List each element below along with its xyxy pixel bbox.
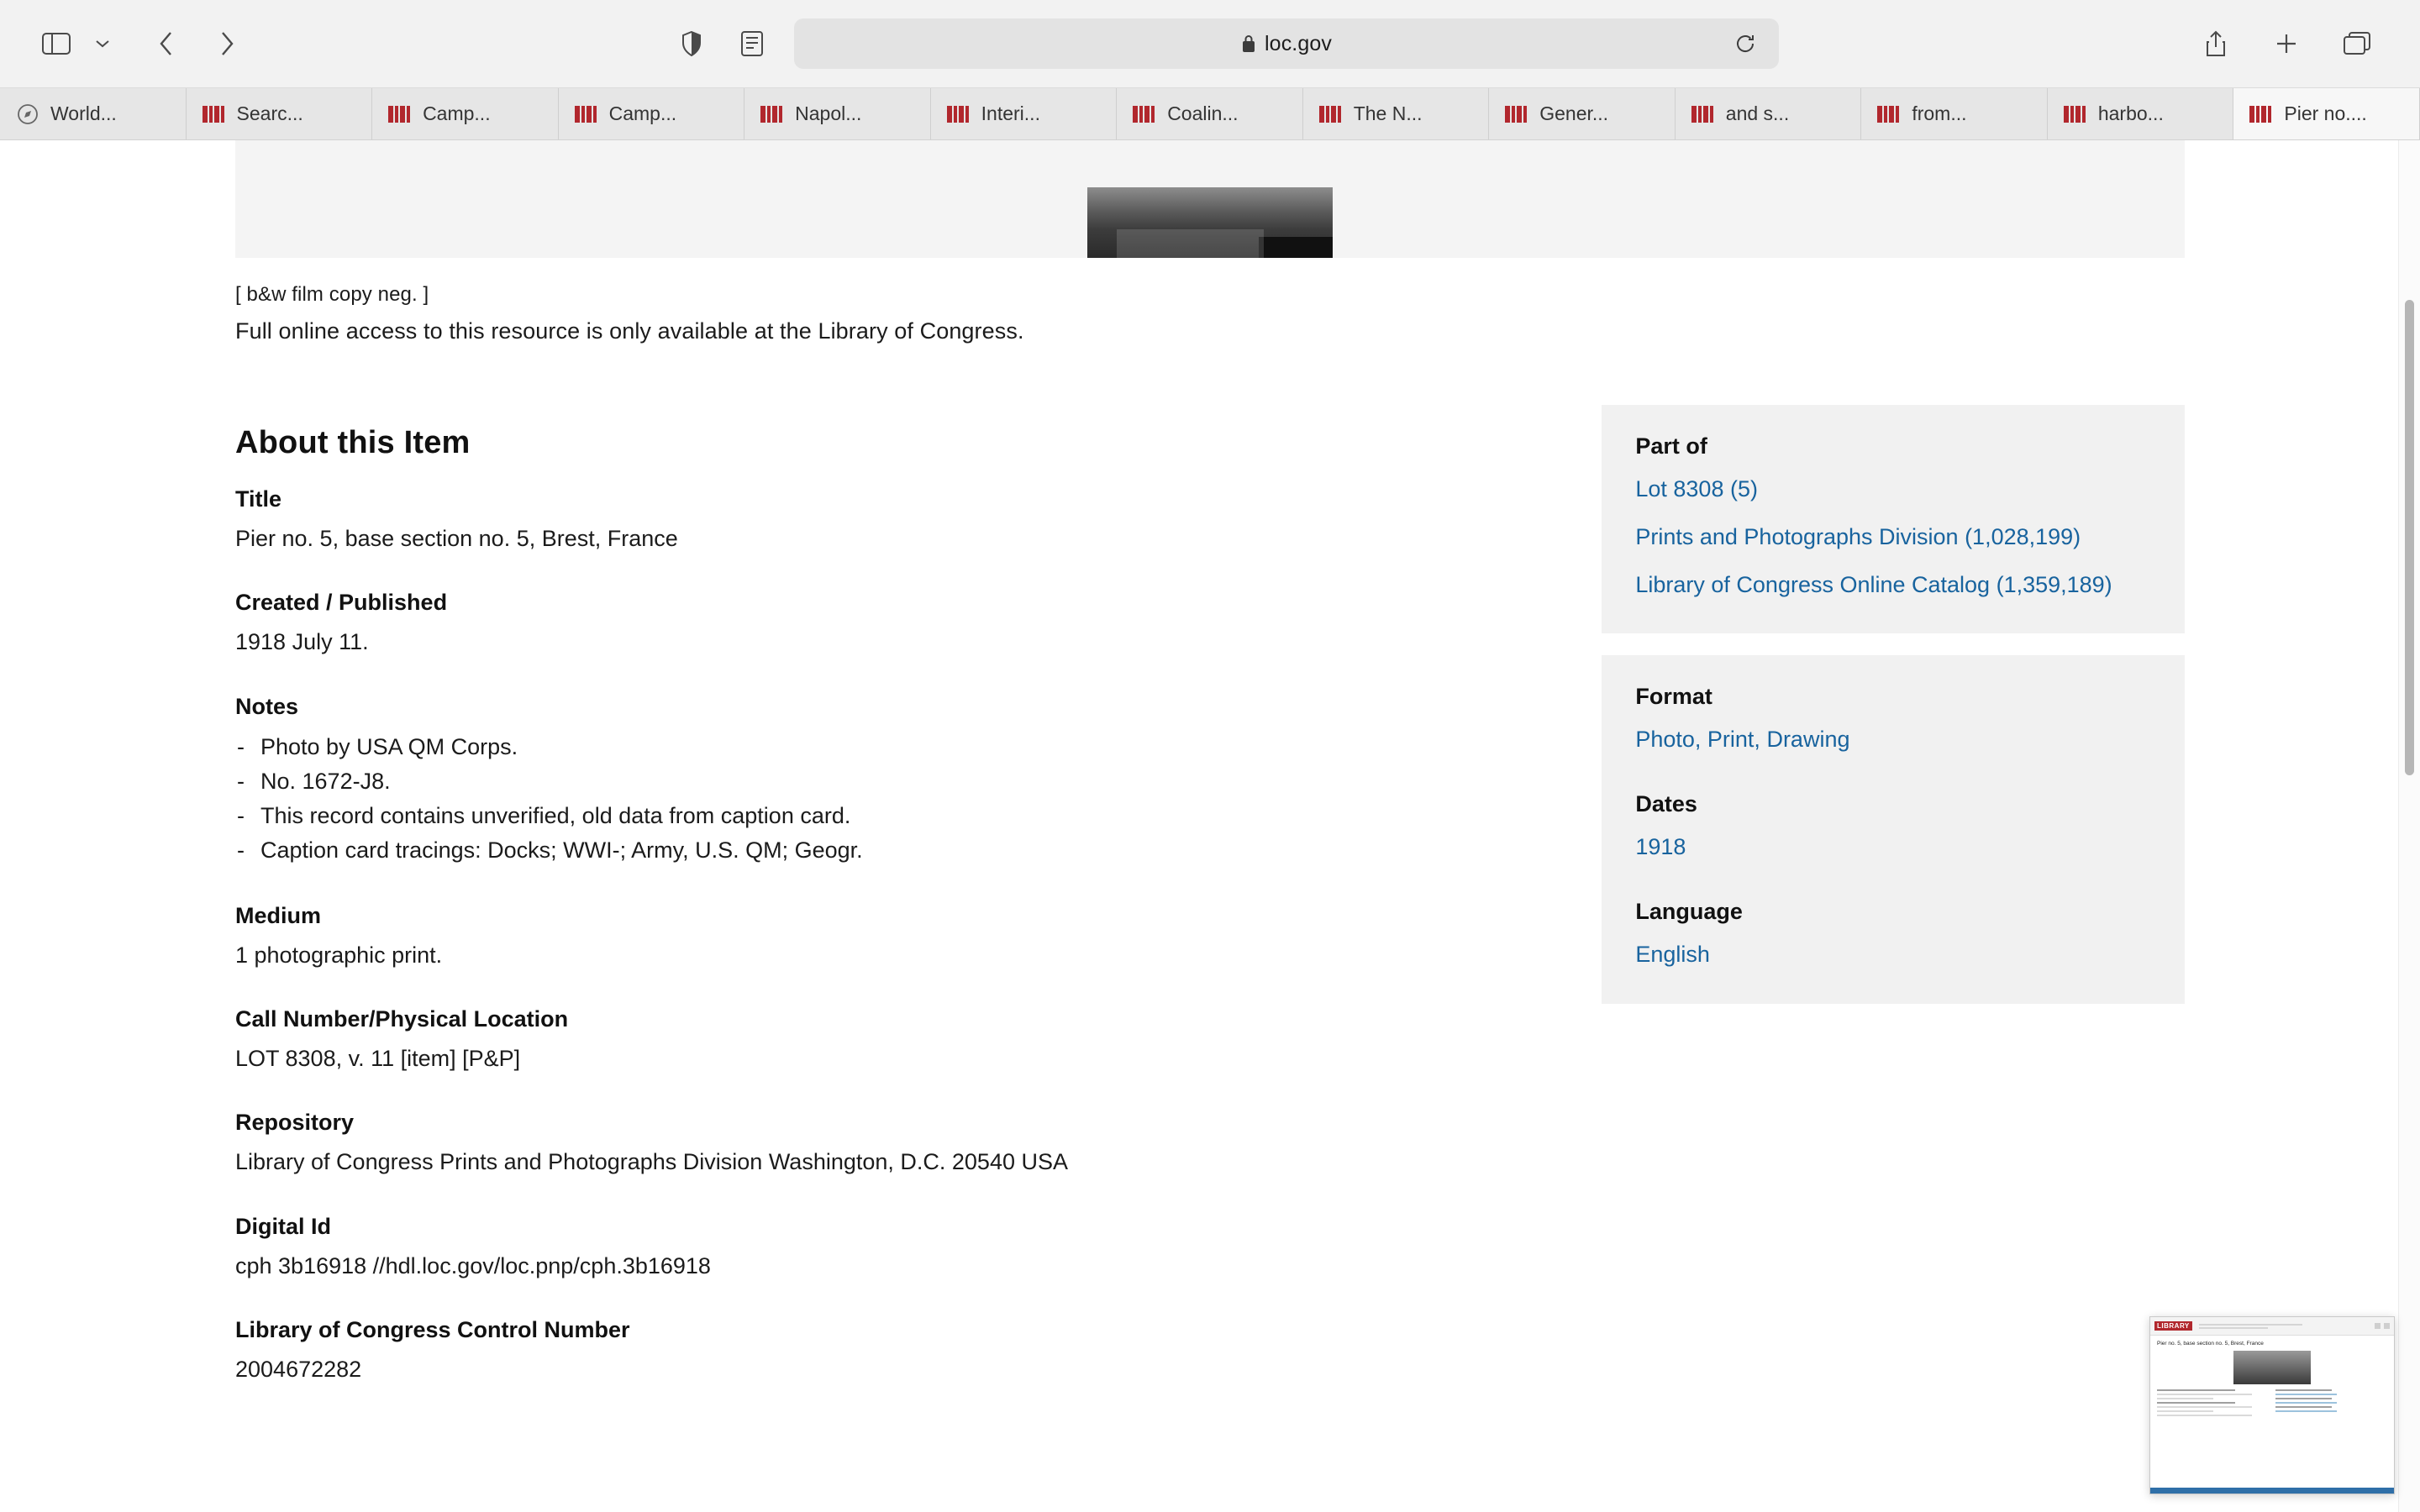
page-viewport bbox=[0, 140, 2420, 1512]
metadata-field bbox=[235, 1110, 1484, 1178]
metadata-field-label: Medium bbox=[235, 902, 322, 928]
sidebar-card bbox=[1602, 405, 2185, 633]
lock-icon bbox=[1241, 34, 1256, 53]
metadata-field bbox=[235, 1317, 1484, 1385]
metadata-field-value: 1 photographic print. bbox=[235, 942, 443, 968]
browser-tab-label: Coalin... bbox=[1167, 102, 1239, 124]
scrollbar-thumb[interactable] bbox=[2405, 300, 2414, 775]
metadata-note-item: - No. 1672-J8. bbox=[235, 764, 1484, 799]
browser-tab[interactable] bbox=[0, 88, 187, 139]
back-arrow-icon[interactable] bbox=[136, 19, 197, 68]
browser-tab-label: World... bbox=[50, 102, 117, 124]
sidebar-card bbox=[1602, 655, 2185, 1003]
browser-tab-label: Camp... bbox=[423, 102, 491, 124]
preview-header-square-icon-2 bbox=[2384, 1323, 2390, 1329]
browser-tab[interactable] bbox=[1303, 88, 1490, 139]
browser-tab[interactable] bbox=[559, 88, 745, 139]
browser-tab[interactable] bbox=[187, 88, 373, 139]
loc-favicon-icon bbox=[387, 103, 413, 125]
browser-chrome bbox=[0, 0, 2420, 140]
metadata-field-value: LOT 8308, v. 11 [item] [P&P] bbox=[235, 1046, 521, 1072]
item-image-band bbox=[235, 140, 2185, 258]
browser-tab-label: Camp... bbox=[608, 102, 677, 124]
loc-favicon-icon bbox=[2063, 103, 2088, 125]
browser-tab-label: Gener... bbox=[1539, 102, 1609, 124]
browser-tab[interactable] bbox=[1117, 88, 1303, 139]
image-caption: [ b&w film copy neg. ] bbox=[235, 283, 429, 306]
sidebar-chevron-down-icon[interactable] bbox=[84, 19, 121, 68]
browser-toolbar bbox=[0, 0, 2420, 87]
browser-tab[interactable] bbox=[931, 88, 1118, 139]
metadata-field-label: Repository bbox=[235, 1110, 355, 1136]
page-content bbox=[0, 140, 2420, 1512]
sidebar-card-link[interactable]: English bbox=[1635, 942, 1710, 968]
metadata-field-value: Pier no. 5, base section no. 5, Brest, France bbox=[235, 526, 678, 551]
loc-favicon-icon bbox=[1318, 103, 1344, 125]
browser-tab-label: Interi... bbox=[981, 102, 1040, 124]
forward-arrow-icon[interactable] bbox=[197, 19, 257, 68]
browser-tab[interactable] bbox=[372, 88, 559, 139]
preview-title: Pier no. 5, base section no. 5, Brest, France bbox=[2157, 1341, 2264, 1347]
metadata-field-label: Title bbox=[235, 486, 282, 512]
sidebar-card-link[interactable]: Photo, Print, Drawing bbox=[1635, 727, 1850, 753]
toolbar-right-group bbox=[2183, 19, 2390, 68]
metadata-note-item: - Caption card tracings: Docks; WWI-; Army, U.S. QM; Geogr. bbox=[235, 833, 1484, 868]
loc-favicon-icon bbox=[1691, 103, 1716, 125]
preview-body bbox=[2150, 1336, 2394, 1421]
image-caption-block bbox=[235, 258, 2185, 344]
about-sidebar-column bbox=[1602, 344, 2185, 1385]
tabs-overview-icon[interactable] bbox=[2324, 19, 2390, 68]
metadata-field bbox=[235, 1006, 1484, 1074]
about-this-item-section bbox=[235, 344, 2185, 1385]
navigation-arrows bbox=[136, 19, 257, 68]
share-icon[interactable] bbox=[2183, 19, 2249, 68]
toolbar-center-group bbox=[257, 18, 2183, 69]
loc-favicon-icon bbox=[1504, 103, 1529, 125]
metadata-field-value: 2004672282 bbox=[235, 1357, 362, 1383]
metadata-field-value: Library of Congress Prints and Photographs Division Washington, D.C. 20540 USA bbox=[235, 1149, 1068, 1175]
browser-tab-label: Napol... bbox=[795, 102, 862, 124]
preview-header-lines bbox=[2196, 1324, 2371, 1329]
metadata-field bbox=[235, 590, 1484, 658]
metadata-field-value: 1918 July 11. bbox=[235, 629, 369, 655]
address-bar[interactable] bbox=[794, 18, 1779, 69]
loc-favicon-icon bbox=[2249, 103, 2274, 125]
page-scrollbar[interactable] bbox=[2398, 140, 2420, 1512]
metadata-field-label: Notes bbox=[235, 693, 299, 719]
about-fields-column bbox=[235, 344, 1484, 1385]
browser-tab[interactable] bbox=[744, 88, 931, 139]
preview-logo: LIBRARY bbox=[2154, 1321, 2192, 1331]
browser-tab[interactable] bbox=[1676, 88, 1862, 139]
loc-favicon-icon bbox=[760, 103, 785, 125]
browser-tab-label: Searc... bbox=[236, 102, 303, 124]
page-title: About this Item bbox=[235, 425, 471, 460]
metadata-field bbox=[235, 903, 1484, 971]
loc-favicon-icon bbox=[1876, 103, 1902, 125]
sidebar-card-link[interactable]: Lot 8308 (5) bbox=[1635, 476, 1758, 501]
address-bar-url: loc.gov bbox=[1265, 31, 1332, 55]
browser-tab[interactable] bbox=[1861, 88, 2048, 139]
sidebar-card-label: Dates bbox=[1635, 791, 1697, 817]
compass-icon bbox=[15, 103, 40, 125]
browser-tab[interactable] bbox=[2048, 88, 2234, 139]
sidebar-card-link[interactable]: Library of Congress Online Catalog (1,359,189) bbox=[1635, 572, 2112, 598]
metadata-field-label: Library of Congress Control Number bbox=[235, 1317, 630, 1343]
sidebar-card-link[interactable]: 1918 bbox=[1635, 834, 1686, 860]
link-preview-popup[interactable] bbox=[2149, 1316, 2395, 1494]
browser-tab-label: from... bbox=[1912, 102, 1967, 124]
preview-header bbox=[2150, 1317, 2394, 1336]
preview-header-square-icon bbox=[2375, 1323, 2381, 1329]
sidebar-card-link[interactable]: Prints and Photographs Division (1,028,199) bbox=[1635, 524, 2081, 550]
loc-favicon-icon bbox=[946, 103, 971, 125]
metadata-field-label: Call Number/Physical Location bbox=[235, 1006, 569, 1032]
browser-tab-label: Pier no.... bbox=[2284, 102, 2367, 124]
loc-favicon-icon bbox=[1132, 103, 1157, 125]
preview-footer-bar bbox=[2150, 1488, 2394, 1494]
metadata-note-item: - Photo by USA QM Corps. bbox=[235, 730, 1484, 764]
metadata-field-label: Digital Id bbox=[235, 1213, 331, 1239]
access-note: Full online access to this resource is only available at the Library of Congress. bbox=[235, 318, 1024, 344]
metadata-field-label: Created / Published bbox=[235, 590, 448, 616]
address-bar-content bbox=[1241, 32, 1332, 56]
sidebar-cards bbox=[1602, 405, 2185, 1004]
metadata-field-value: cph 3b16918 //hdl.loc.gov/loc.pnp/cph.3b16918 bbox=[235, 1252, 711, 1278]
browser-tab[interactable] bbox=[2233, 88, 2420, 139]
plus-icon[interactable] bbox=[2254, 19, 2319, 68]
sidebar-card-label: Part of bbox=[1635, 433, 1707, 459]
metadata-field bbox=[235, 694, 1484, 868]
metadata-field bbox=[235, 1214, 1484, 1282]
tab-bar bbox=[0, 87, 2420, 139]
metadata-note-item: - This record contains unverified, old data from caption card. bbox=[235, 799, 1484, 833]
preview-thumbnail-image bbox=[2233, 1351, 2311, 1384]
sidebar-card-label: Language bbox=[1635, 899, 1743, 925]
sidebar-card-label: Format bbox=[1635, 684, 1712, 710]
metadata-field bbox=[235, 486, 1484, 554]
reload-icon[interactable] bbox=[1727, 25, 1764, 62]
sidebar-toggle-icon[interactable] bbox=[30, 19, 82, 68]
loc-favicon-icon bbox=[574, 103, 599, 125]
browser-tab-label: The N... bbox=[1353, 102, 1423, 124]
reader-view-icon[interactable] bbox=[722, 19, 782, 68]
privacy-shield-icon[interactable] bbox=[661, 19, 722, 68]
browser-tab-label: and s... bbox=[1725, 102, 1790, 124]
item-photograph[interactable] bbox=[1087, 187, 1333, 258]
browser-tab-label: harbo... bbox=[2097, 102, 2164, 124]
metadata-field-list bbox=[235, 486, 1484, 1385]
preview-text-lines bbox=[2157, 1389, 2387, 1416]
browser-tab[interactable] bbox=[1489, 88, 1676, 139]
toolbar-left-group bbox=[30, 19, 257, 68]
metadata-note-list bbox=[235, 730, 1484, 868]
loc-favicon-icon bbox=[202, 103, 227, 125]
